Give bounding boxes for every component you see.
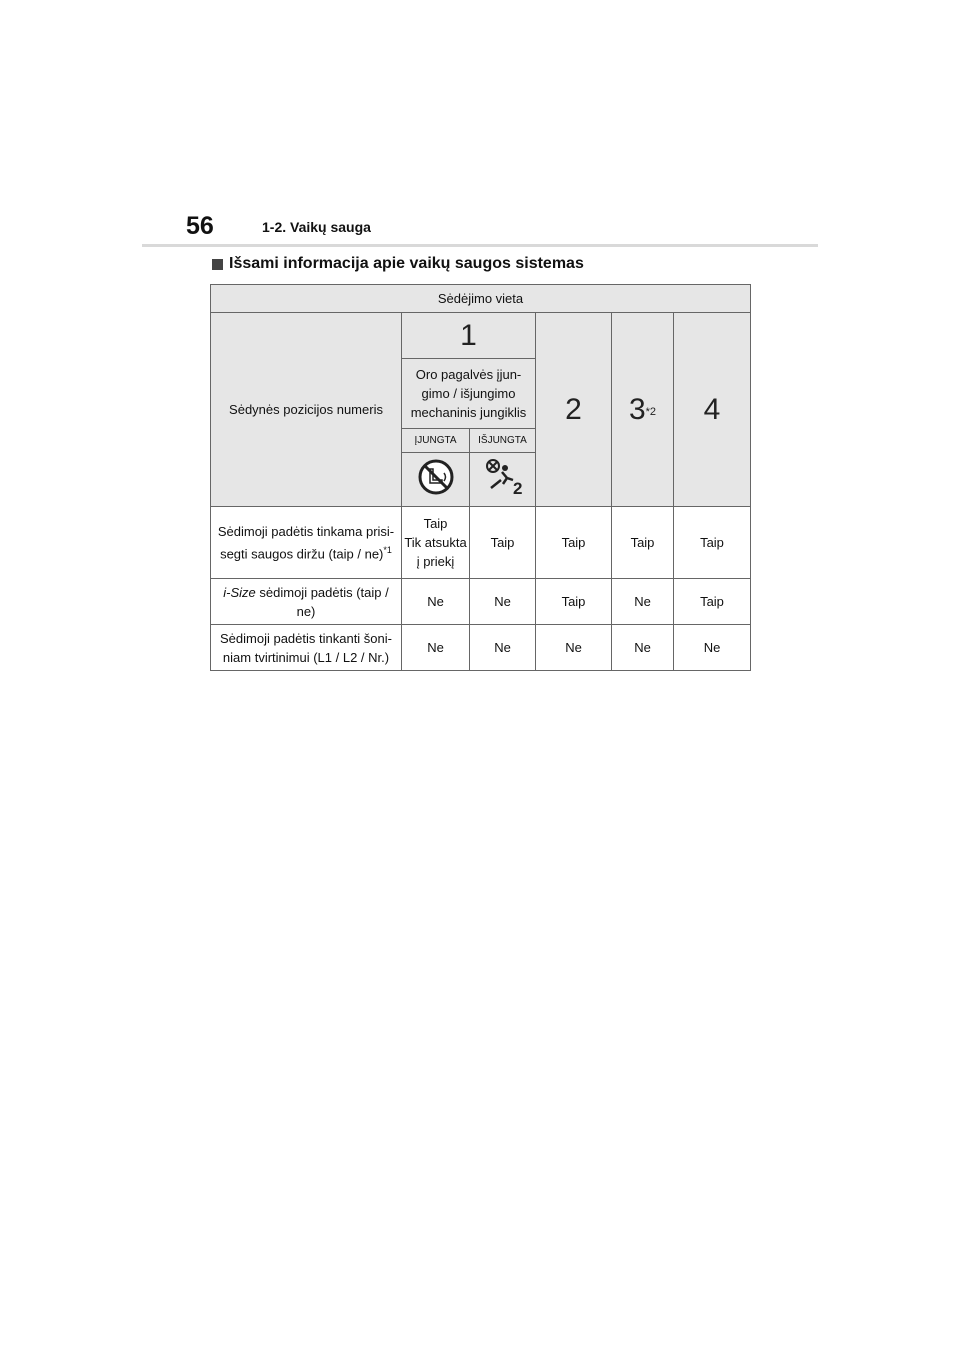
switch-on-icon-cell <box>402 453 470 507</box>
row-label: i-Size sėdimoji padėtis (taip / ne) <box>211 579 402 625</box>
seat-number-1: 1 <box>460 318 477 352</box>
seat-1-on-value: Ne <box>402 625 470 671</box>
seat-4-cell <box>674 313 751 507</box>
table-row <box>211 507 751 579</box>
switch-on-label: ĮJUNGTA <box>402 429 470 453</box>
seat-2-value: Taip <box>536 579 612 625</box>
seat-number-3: 3$^{*2}$ <box>628 392 657 426</box>
seat-1-on-value: Ne <box>402 579 470 625</box>
seat-number-4: 4 <box>703 392 721 426</box>
page-heading <box>212 255 584 273</box>
seat-2-value: Ne <box>536 625 612 671</box>
seat-number-label: Sėdynės pozicijos numeris <box>211 313 402 507</box>
heading-text: Išsami informacija apie vaikų saugos sistemas <box>229 255 584 272</box>
airbag-on-child-seat-prohibited-icon <box>418 459 454 495</box>
seat-4-value: Taip <box>674 507 751 579</box>
seat-3-cell <box>612 313 674 507</box>
seat-1-off-value: Ne <box>470 625 536 671</box>
seat-3-footnote: *2 <box>645 405 657 418</box>
section-title: 1-2. Vaikų sauga <box>262 219 371 235</box>
airbag-switch-label: Oro pagalvės įjun- gimo / išjungimo mechaninis jungiklis <box>402 359 536 429</box>
page-number: 56 <box>186 212 214 240</box>
bullet-square-icon <box>212 259 223 270</box>
seat-1-on-value: Taip Tik atsukta į priekį <box>402 507 470 579</box>
switch-off-label: IŠJUNGTA <box>470 429 536 453</box>
seat-2-value: Taip <box>536 507 612 579</box>
seat-1-off-value: Ne <box>470 579 536 625</box>
header-divider <box>142 244 818 247</box>
seat-4-value: Ne <box>674 625 751 671</box>
airbag-off-number: 2 <box>512 479 522 496</box>
child-seat-table <box>210 284 751 671</box>
table-title: Sėdėjimo vieta <box>211 285 751 313</box>
switch-off-icon-cell <box>470 453 536 507</box>
seat-number-2: 2 <box>565 392 582 426</box>
row-label: Sėdimoji padėtis tinkama prisi- segti saugos diržu (taip / ne)$^{*1}$ <box>211 507 402 579</box>
seat-4-value: Taip <box>674 579 751 625</box>
row-label: Sėdimoji padėtis tinkanti šoni- niam tvirtinimui (L1 / L2 / Nr.) <box>211 625 402 671</box>
airbag-off-passenger-icon <box>483 458 523 496</box>
seat-3-value: Ne <box>612 579 674 625</box>
seat-2-cell <box>536 313 612 507</box>
seat-3-value: Taip <box>612 507 674 579</box>
seat-1-cell <box>402 313 536 359</box>
seat-1-off-value: Taip <box>470 507 536 579</box>
seat-3-value: Ne <box>612 625 674 671</box>
table-row <box>211 625 751 671</box>
table-row <box>211 579 751 625</box>
